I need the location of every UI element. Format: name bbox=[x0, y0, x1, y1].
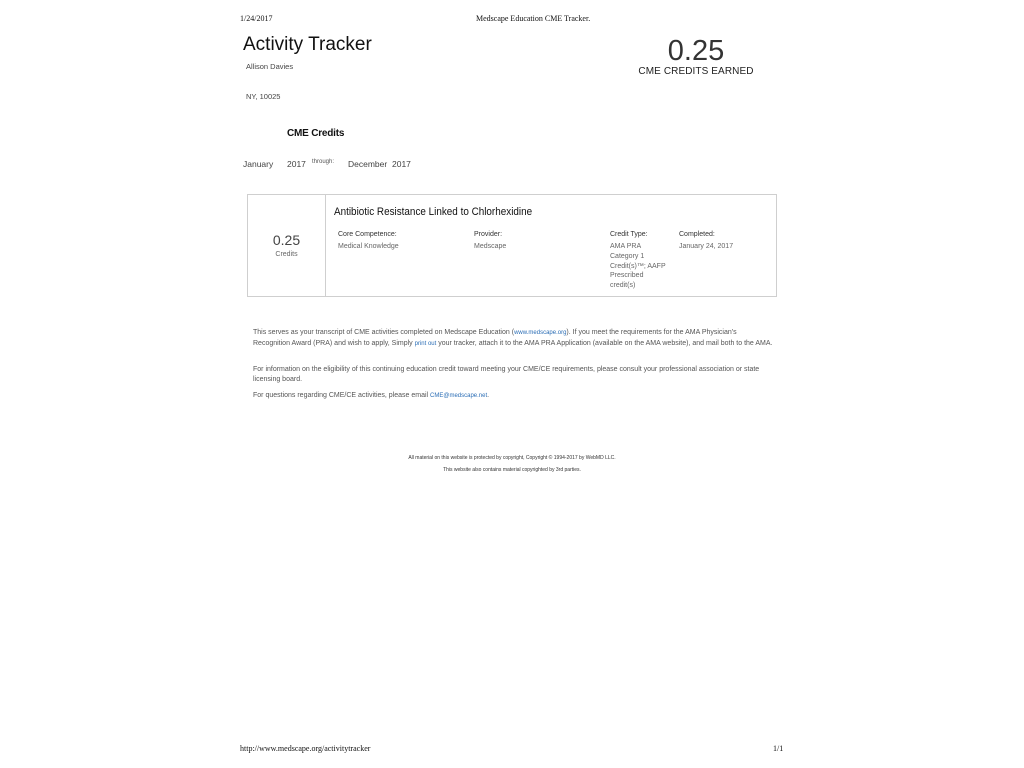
user-location: NY, 10025 bbox=[246, 92, 281, 101]
print-out-link[interactable]: print out bbox=[414, 340, 437, 347]
activity-card bbox=[247, 194, 777, 297]
page-title: Activity Tracker bbox=[243, 34, 372, 55]
start-month-select[interactable]: January bbox=[243, 159, 274, 169]
core-competence-value: Medical Knowledge bbox=[338, 243, 399, 250]
activity-credits-box bbox=[248, 195, 326, 296]
copyright-text: All material on this website is protected by copyright, Copyright © 1994-2017 by WebMD LLC. bbox=[408, 455, 616, 461]
transcript-note-text: ). If you meet the requirements for the AMA Physician's Recognition Award (PRA) and wish to apply, Simply bbox=[253, 329, 737, 347]
credit-type-line: AMA PRA bbox=[610, 243, 642, 250]
credit-type-line: Prescribed bbox=[610, 272, 644, 280]
questions-note-text: . bbox=[487, 392, 490, 399]
eligibility-note: For information on the eligibility of this continuing education credit toward meeting your CME/CE requirements, please consult your professional association or state licensing board. bbox=[253, 366, 760, 383]
transcript-note-text: This serves as your transcript of CME activities completed on Medscape Education ( bbox=[253, 329, 515, 336]
activity-credits-label: Credits bbox=[275, 251, 298, 258]
third-party-text: This website also contains material copyrighted by 3rd parties. bbox=[443, 467, 581, 473]
print-url: http://www.medscape.org/activitytracker bbox=[240, 744, 371, 753]
activity-title[interactable]: Antibiotic Resistance Linked to Chlorhexidine bbox=[334, 206, 533, 218]
total-credits-value: 0.25 bbox=[667, 35, 725, 67]
email-link[interactable]: CME@medscape.net bbox=[430, 393, 488, 399]
credit-type-value bbox=[610, 242, 680, 291]
transcript-note bbox=[253, 328, 773, 349]
print-page-number: 1/1 bbox=[773, 744, 784, 753]
total-credits-label: CME CREDITS EARNED bbox=[638, 66, 754, 77]
provider-value: Medscape bbox=[474, 243, 507, 250]
questions-note-text: For questions regarding CME/CE activities, please email bbox=[253, 392, 431, 399]
start-year-select[interactable]: 2017 bbox=[287, 159, 306, 169]
credit-type-line: Category 1 bbox=[610, 252, 645, 260]
credit-type-line: Credit(s)™; AAFP bbox=[610, 262, 666, 270]
questions-note bbox=[253, 391, 773, 402]
transcript-note-text: your tracker, attach it to the AMA PRA Application (available on the AMA website), and mail both to the AMA. bbox=[436, 339, 773, 347]
print-title: Medscape Education CME Tracker. bbox=[476, 14, 591, 23]
end-month-select[interactable]: December bbox=[348, 159, 388, 169]
core-competence-label: Core Competence: bbox=[338, 231, 397, 238]
provider-label: Provider: bbox=[474, 231, 503, 238]
activity-credits-value: 0.25 bbox=[272, 232, 301, 248]
credit-type-label: Credit Type: bbox=[610, 231, 648, 238]
credit-type-line: credit(s) bbox=[610, 282, 636, 290]
user-name: Allison Davies bbox=[246, 62, 294, 71]
completed-value: January 24, 2017 bbox=[679, 243, 734, 250]
section-title: CME Credits bbox=[287, 128, 345, 139]
medscape-link[interactable]: www.medscape.org bbox=[514, 330, 567, 336]
through-label: through: bbox=[312, 159, 335, 165]
completed-label: Completed: bbox=[679, 231, 715, 238]
print-date: 1/24/2017 bbox=[240, 14, 273, 23]
end-year-select[interactable]: 2017 bbox=[392, 159, 411, 169]
